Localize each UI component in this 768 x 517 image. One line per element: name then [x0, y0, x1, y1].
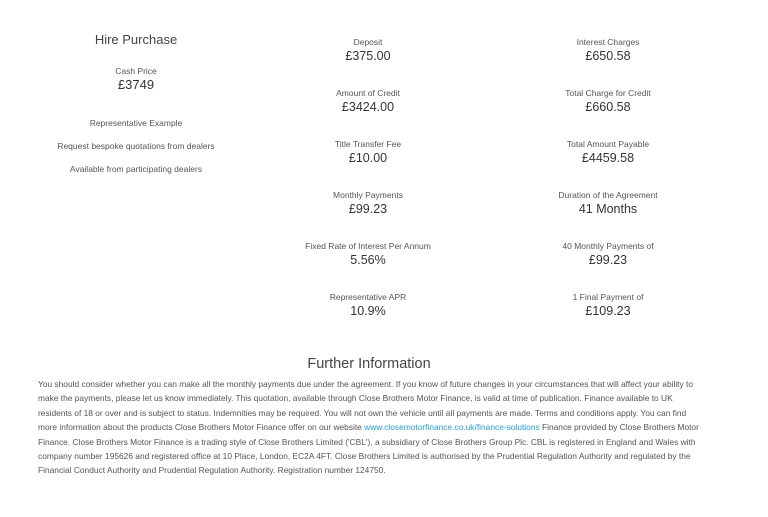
figure-value: 10.9%	[350, 304, 386, 318]
figure-title-transfer-fee	[248, 138, 488, 166]
figure-value: £109.23	[585, 304, 631, 318]
figure-value: £99.23	[588, 253, 628, 267]
figure-label: Representative APR	[329, 292, 407, 302]
figure-label: Total Amount Payable	[566, 139, 650, 149]
figure-label: Interest Charges	[576, 37, 640, 47]
figure-label: Duration of the Agreement	[558, 190, 658, 200]
plan-title: Hire Purchase	[94, 32, 178, 47]
figure-value: £650.58	[585, 49, 631, 63]
figure-representative-apr	[248, 291, 488, 319]
figure-label: Fixed Rate of Interest Per Annum	[305, 241, 431, 251]
finance-summary	[20, 31, 252, 175]
cash-price-label: Cash Price	[115, 66, 157, 76]
figure-amount-of-credit	[248, 87, 488, 115]
figure-duration	[488, 189, 728, 217]
disclaimer-text: You should consider whether you can make all the monthly payments due under the agreement. If you know of future changes in your circumstances that will affect your ability to make the payments, please let us know immediately. This quotation, available through Close Brothers Motor Finance, is valid at time of publication. Finance available to UK residents of 18 or over and is subject to status. Indemnities may be required. You will not own the vehicle until all payments are made. Terms and conditions apply. You can find more information about the products Close Brothers Motor Finance offer on our website	[38, 379, 694, 433]
figure-label: 40 Monthly Payments of	[562, 241, 654, 251]
figure-final-payment	[488, 291, 728, 319]
further-information-text	[38, 377, 702, 478]
figure-value: £3424.00	[341, 100, 395, 114]
figure-value: 41 Months	[578, 202, 638, 216]
figure-fixed-rate	[248, 240, 488, 268]
note-bespoke-quotations: Request bespoke quotations from dealers	[57, 141, 215, 151]
figure-monthly-payments	[248, 189, 488, 217]
figure-label: Title Transfer Fee	[334, 139, 402, 149]
figure-deposit	[248, 36, 488, 64]
cash-price-value: £3749	[117, 77, 155, 92]
figure-value: £4459.58	[581, 151, 635, 165]
figure-value: £10.00	[348, 151, 388, 165]
figure-monthly-payments-count	[488, 240, 728, 268]
figure-total-charge-for-credit	[488, 87, 728, 115]
figure-label: Monthly Payments	[333, 190, 403, 200]
figure-value: £375.00	[345, 49, 391, 63]
figure-value: £660.58	[585, 100, 631, 114]
note-participating-dealers: Available from participating dealers	[69, 164, 203, 174]
disclaimer-text-continued: Finance provided by Close Brothers Motor Finance. Close Brothers Motor Finance is a trading style of Close Brothers Limited ('CBL'), a subsidiary of Close Brothers Group Plc. CBL is registered in England and Wales with company number 195626 and registered office at 10 Place, London, EC2A 4FT. Close Brothers Limited is authorised by the Prudential Regulation Authority and regulated by the Financial Conduct Authority and Prudential Regulation Authority. Registration number 124750.	[38, 422, 699, 476]
figure-label: Deposit	[353, 37, 383, 47]
figure-label: Amount of Credit	[336, 88, 400, 98]
figure-interest-charges	[488, 36, 728, 64]
note-representative-example: Representative Example	[89, 118, 183, 128]
figure-value: 5.56%	[350, 253, 386, 267]
figure-value: £99.23	[348, 202, 388, 216]
finance-solutions-link[interactable]: www.closemotorfinance.co.uk/finance-solutions	[364, 422, 540, 433]
figure-total-amount-payable	[488, 138, 728, 166]
figure-label: 1 Final Payment of	[572, 292, 644, 302]
figure-label: Total Charge for Credit	[565, 88, 651, 98]
further-information-heading: Further Information	[307, 356, 431, 372]
